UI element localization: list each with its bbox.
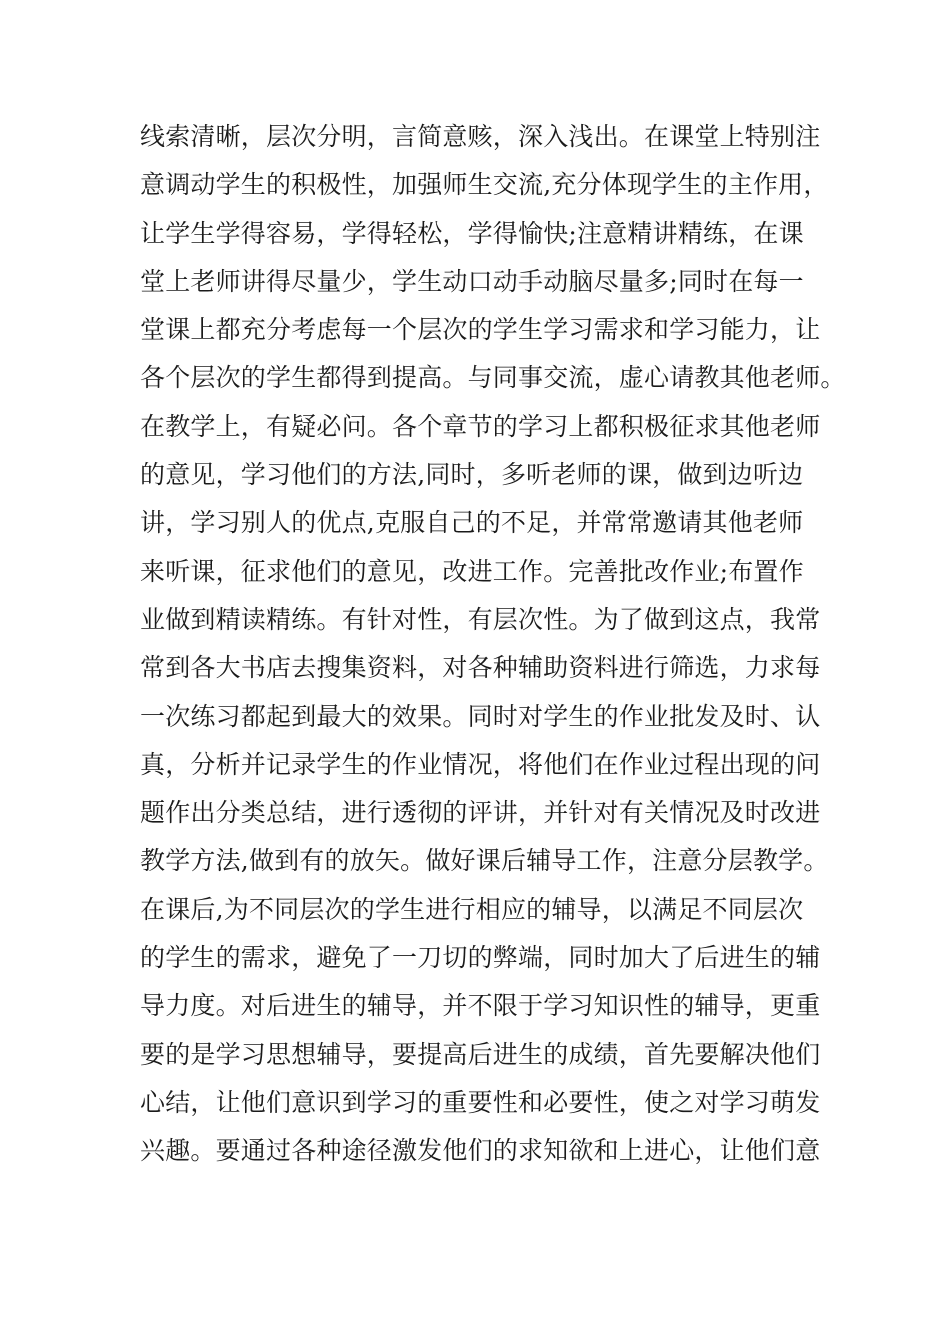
- text-line: 题作出分类总结，进行透彻的评讲，并针对有关情况及时改进: [140, 798, 821, 828]
- text-line: 一次练习都起到最大的效果。同时对学生的作业批发及时、认: [140, 701, 821, 731]
- text-line: 来听课，征求他们的意见，改进工作。完善批改作业;布置作: [140, 556, 804, 586]
- text-line: 的意见，学习他们的方法,同时，多听老师的课，做到边听边: [140, 460, 804, 490]
- text-line: 的学生的需求，避免了一刀切的弊端，同时加大了后进生的辅: [140, 943, 821, 973]
- text-line: 真，分析并记录学生的作业情况，将他们在作业过程出现的问: [140, 749, 821, 779]
- text-line: 心结，让他们意识到学习的重要性和必要性，使之对学习萌发: [140, 1087, 821, 1117]
- text-line: 堂上老师讲得尽量少，学生动口动手动脑尽量多;同时在每一: [140, 266, 804, 296]
- text-line: 业做到精读精练。有针对性，有层次性。为了做到这点，我常: [140, 604, 821, 634]
- body-text: [140, 113, 850, 1176]
- text-line: 意调动学生的积极性，加强师生交流,充分体现学生的主作用，: [140, 170, 829, 200]
- text-line: 线索清晰，层次分明，言简意赅，深入浅出。在课堂上特别注: [140, 122, 821, 151]
- text-line: 让学生学得容易，学得轻松，学得愉快;注意精讲精练，在课: [140, 218, 804, 248]
- text-line: 在教学上，有疑必问。各个章节的学习上都积极征求其他老师: [140, 411, 821, 441]
- text-line: 在课后,为不同层次的学生进行相应的辅导，以满足不同层次: [140, 894, 804, 924]
- text-line: 要的是学习思想辅导，要提高后进生的成绩，首先要解决他们: [140, 1039, 821, 1069]
- text-line: 各个层次的学生都得到提高。与同事交流，虚心请教其他老师。: [140, 363, 846, 393]
- text-line: 常到各大书店去搜集资料，对各种辅助资料进行筛选，力求每: [140, 653, 821, 683]
- text-line: 教学方法,做到有的放矢。做好课后辅导工作，注意分层教学。: [140, 846, 829, 876]
- text-line: 兴趣。要通过各种途径激发他们的求知欲和上进心，让他们意: [140, 1136, 821, 1166]
- text-line: 堂课上都充分考虑每一个层次的学生学习需求和学习能力，让: [140, 315, 821, 345]
- text-line: 导力度。对后进生的辅导，并不限于学习知识性的辅导，更重: [140, 991, 821, 1021]
- text-line: 讲，学习别人的优点,克服自己的不足，并常常邀请其他老师: [140, 508, 804, 538]
